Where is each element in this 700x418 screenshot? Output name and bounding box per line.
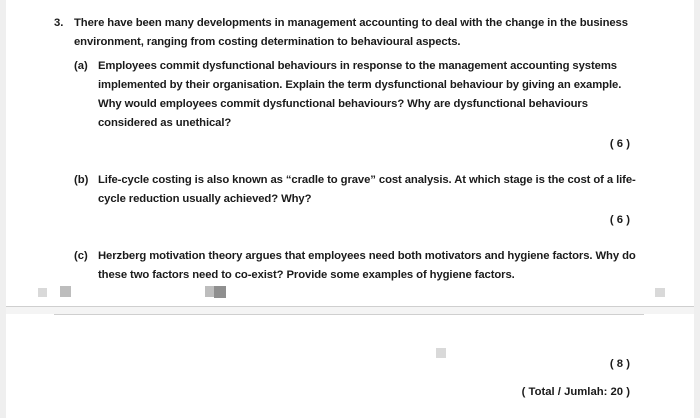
scan-seam-bottom <box>54 314 644 315</box>
total-marks: ( Total / Jumlah: 20 ) <box>521 386 630 398</box>
question-stem <box>54 14 644 52</box>
scan-artifact <box>60 286 71 297</box>
part-a-label: (a) <box>74 60 88 72</box>
scan-seam-gap <box>6 307 694 314</box>
question-block <box>54 14 644 285</box>
part-a-marks: ( 6 ) <box>609 138 630 150</box>
part-a-text: Employees commit dysfunctional behaviours in response to the management accounting systems implemented by their organisation. Explain the term dysfunctional behaviour by giving an example. Why would employees commit dysfunctional behaviours? Why are dysfunctional behaviours considered as unethical? <box>98 60 622 129</box>
question-number: 3. <box>54 17 64 29</box>
part-c-marks: ( 8 ) <box>609 358 630 370</box>
scan-artifact <box>38 288 47 297</box>
question-stem-text: There have been many developments in management accounting to deal with the change in the business environment, ranging from costing determination to behavioural aspects. <box>74 17 628 48</box>
part-c-text: Herzberg motivation theory argues that employees need both motivators and hygiene factors. Why do these two factors need to co-exist? Provide some examples of hygiene factors. <box>98 250 636 281</box>
part-b-label: (b) <box>74 174 89 186</box>
part-b-marks: ( 6 ) <box>609 214 630 226</box>
part-c-label: (c) <box>74 250 88 262</box>
scan-artifact <box>655 288 665 297</box>
question-footer <box>54 334 644 398</box>
page-right-margin <box>694 0 700 418</box>
part-b-text: Life-cycle costing is also known as “cradle to grave” cost analysis. At which stage is the cost of a life-cycle reduction usually achieved? Why? <box>98 174 636 205</box>
scan-artifact <box>214 286 226 298</box>
question-part-a <box>54 57 644 133</box>
question-part-c <box>54 247 644 285</box>
question-part-b <box>54 171 644 209</box>
page-left-margin <box>0 0 6 418</box>
